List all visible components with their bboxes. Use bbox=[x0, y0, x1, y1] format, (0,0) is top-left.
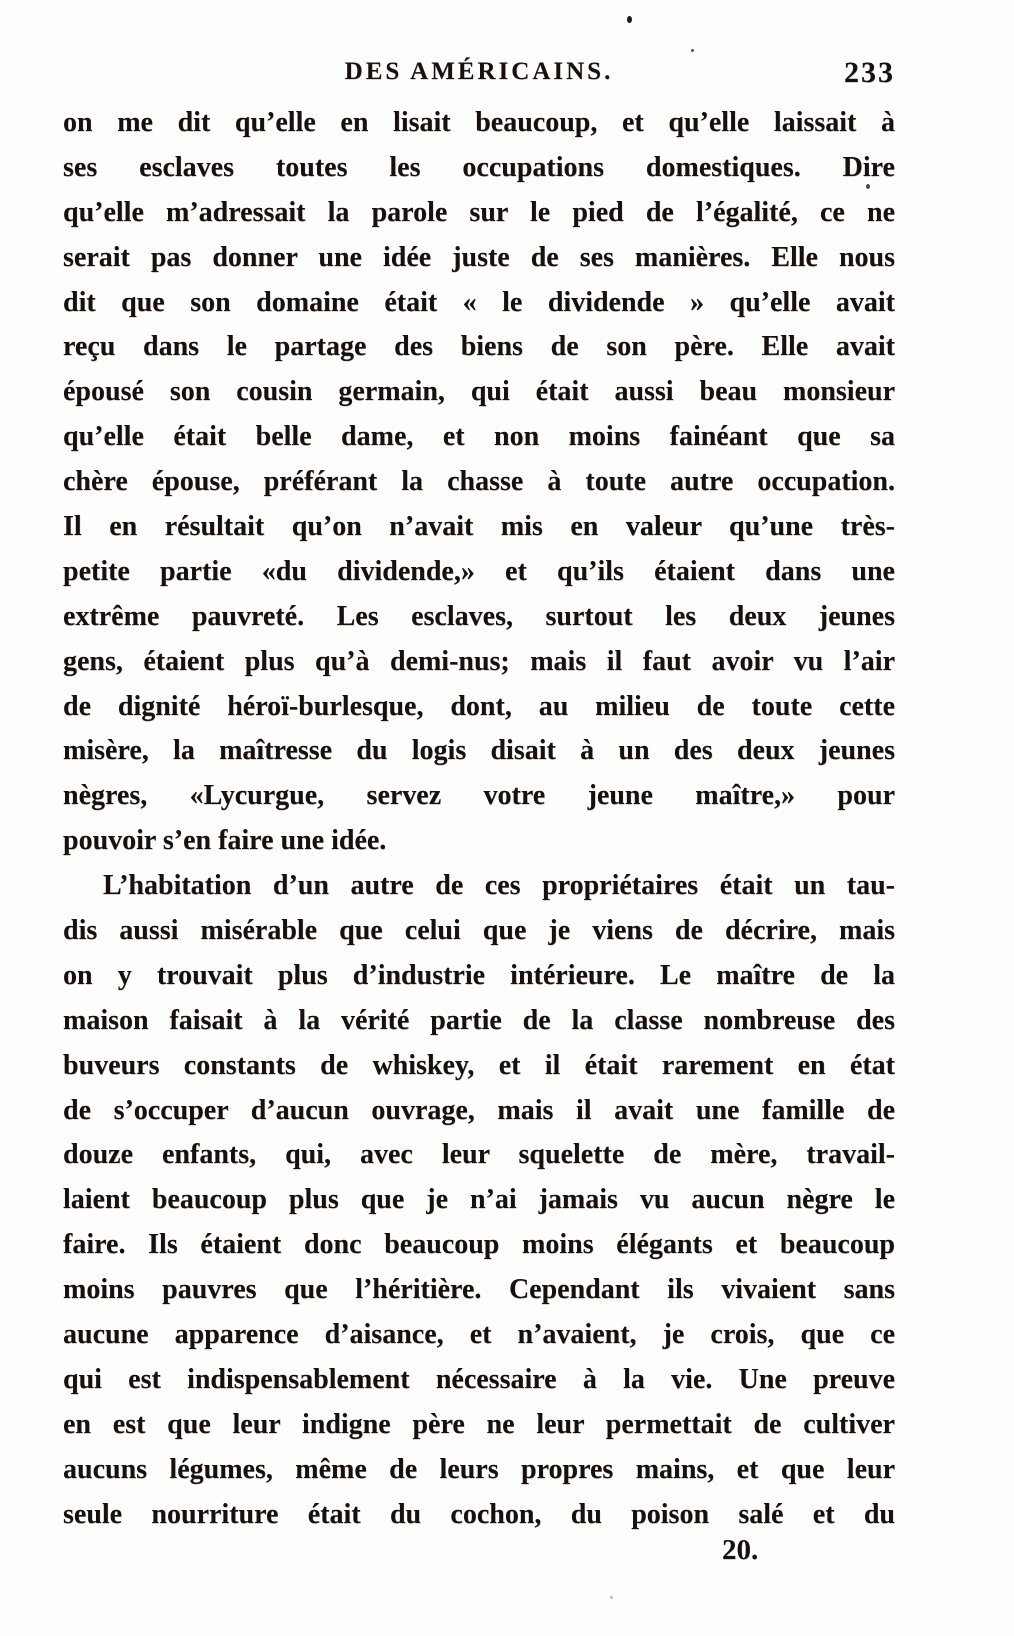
text-line: Il en résultait qu’on n’avait mis en valeur qu’une très- bbox=[63, 511, 895, 543]
text-line: maison faisait à la vérité partie de la classe nombreuse des bbox=[63, 1004, 895, 1036]
text-line-paragraph-start: L’habitation d’un autre de ces propriétaires était un tau- bbox=[103, 870, 895, 902]
text-line: petite partie «du dividende,» et qu’ils étaient dans une bbox=[63, 555, 895, 587]
page-header bbox=[63, 56, 895, 94]
text-line: seule nourriture était du cochon, du poison salé et du bbox=[63, 1498, 895, 1530]
page-number: 233 bbox=[844, 56, 895, 89]
text-line: en est que leur indigne père ne leur permettait de cultiver bbox=[63, 1408, 895, 1440]
text-line: épousé son cousin germain, qui était aussi beau monsieur bbox=[63, 376, 895, 408]
text-line: qu’elle m’adressait la parole sur le pied de l’égalité, ce ne bbox=[63, 196, 895, 228]
text-line: dit que son domaine était « le dividende » qu’elle avait bbox=[63, 286, 895, 318]
text-line: aucune apparence d’aisance, et n’avaient, je crois, que ce bbox=[63, 1319, 895, 1351]
text-line: de dignité héroï-burlesque, dont, au milieu de toute cette bbox=[63, 690, 895, 722]
text-line: ses esclaves toutes les occupations domestiques. Dire bbox=[63, 151, 895, 183]
text-line: serait pas donner une idée juste de ses manières. Elle nous bbox=[63, 241, 895, 273]
scan-speck bbox=[691, 49, 694, 52]
scan-speck bbox=[610, 1596, 613, 1599]
text-line: aucuns légumes, même de leurs propres mains, et que leur bbox=[63, 1453, 895, 1485]
text-line: buveurs constants de whiskey, et il était rarement en état bbox=[63, 1049, 895, 1081]
body-text bbox=[63, 101, 895, 1538]
text-line: nègres, «Lycurgue, servez votre jeune maître,» pour bbox=[63, 780, 895, 812]
text-line: misère, la maîtresse du logis disait à un des deux jeunes bbox=[63, 735, 895, 767]
text-line: chère épouse, préférant la chasse à toute autre occupation. bbox=[63, 466, 895, 498]
text-line: gens, étaient plus qu’à demi-nus; mais il faut avoir vu l’air bbox=[63, 645, 895, 677]
text-line: faire. Ils étaient donc beaucoup moins élégants et beaucoup bbox=[63, 1229, 895, 1261]
text-line: qui est indispensablement nécessaire à la vie. Une preuve bbox=[63, 1363, 895, 1395]
text-line: extrême pauvreté. Les esclaves, surtout les deux jeunes bbox=[63, 600, 895, 632]
text-line: on y trouvait plus d’industrie intérieure. Le maître de la bbox=[63, 959, 895, 991]
text-line-paragraph-end: pouvoir s’en faire une idée. bbox=[63, 825, 387, 857]
scan-speck bbox=[866, 184, 870, 189]
text-line: douze enfants, qui, avec leur squelette de mère, travail- bbox=[63, 1139, 895, 1171]
signature-mark: 20. bbox=[722, 1534, 759, 1566]
text-line: qu’elle était belle dame, et non moins fainéant que sa bbox=[63, 421, 895, 453]
text-line: moins pauvres que l’héritière. Cependant ils vivaient sans bbox=[63, 1274, 895, 1306]
text-line: laient beaucoup plus que je n’ai jamais vu aucun nègre le bbox=[63, 1184, 895, 1216]
running-title: DES AMÉRICAINS. bbox=[344, 58, 614, 85]
text-line: on me dit qu’elle en lisait beaucoup, et qu’elle laissait à bbox=[63, 107, 895, 138]
scan-speck bbox=[627, 16, 632, 23]
text-line: reçu dans le partage des biens de son père. Elle avait bbox=[63, 331, 895, 363]
text-line: de s’occuper d’aucun ouvrage, mais il avait une famille de bbox=[63, 1094, 895, 1126]
text-line: dis aussi misérable que celui que je viens de décrire, mais bbox=[63, 915, 895, 947]
